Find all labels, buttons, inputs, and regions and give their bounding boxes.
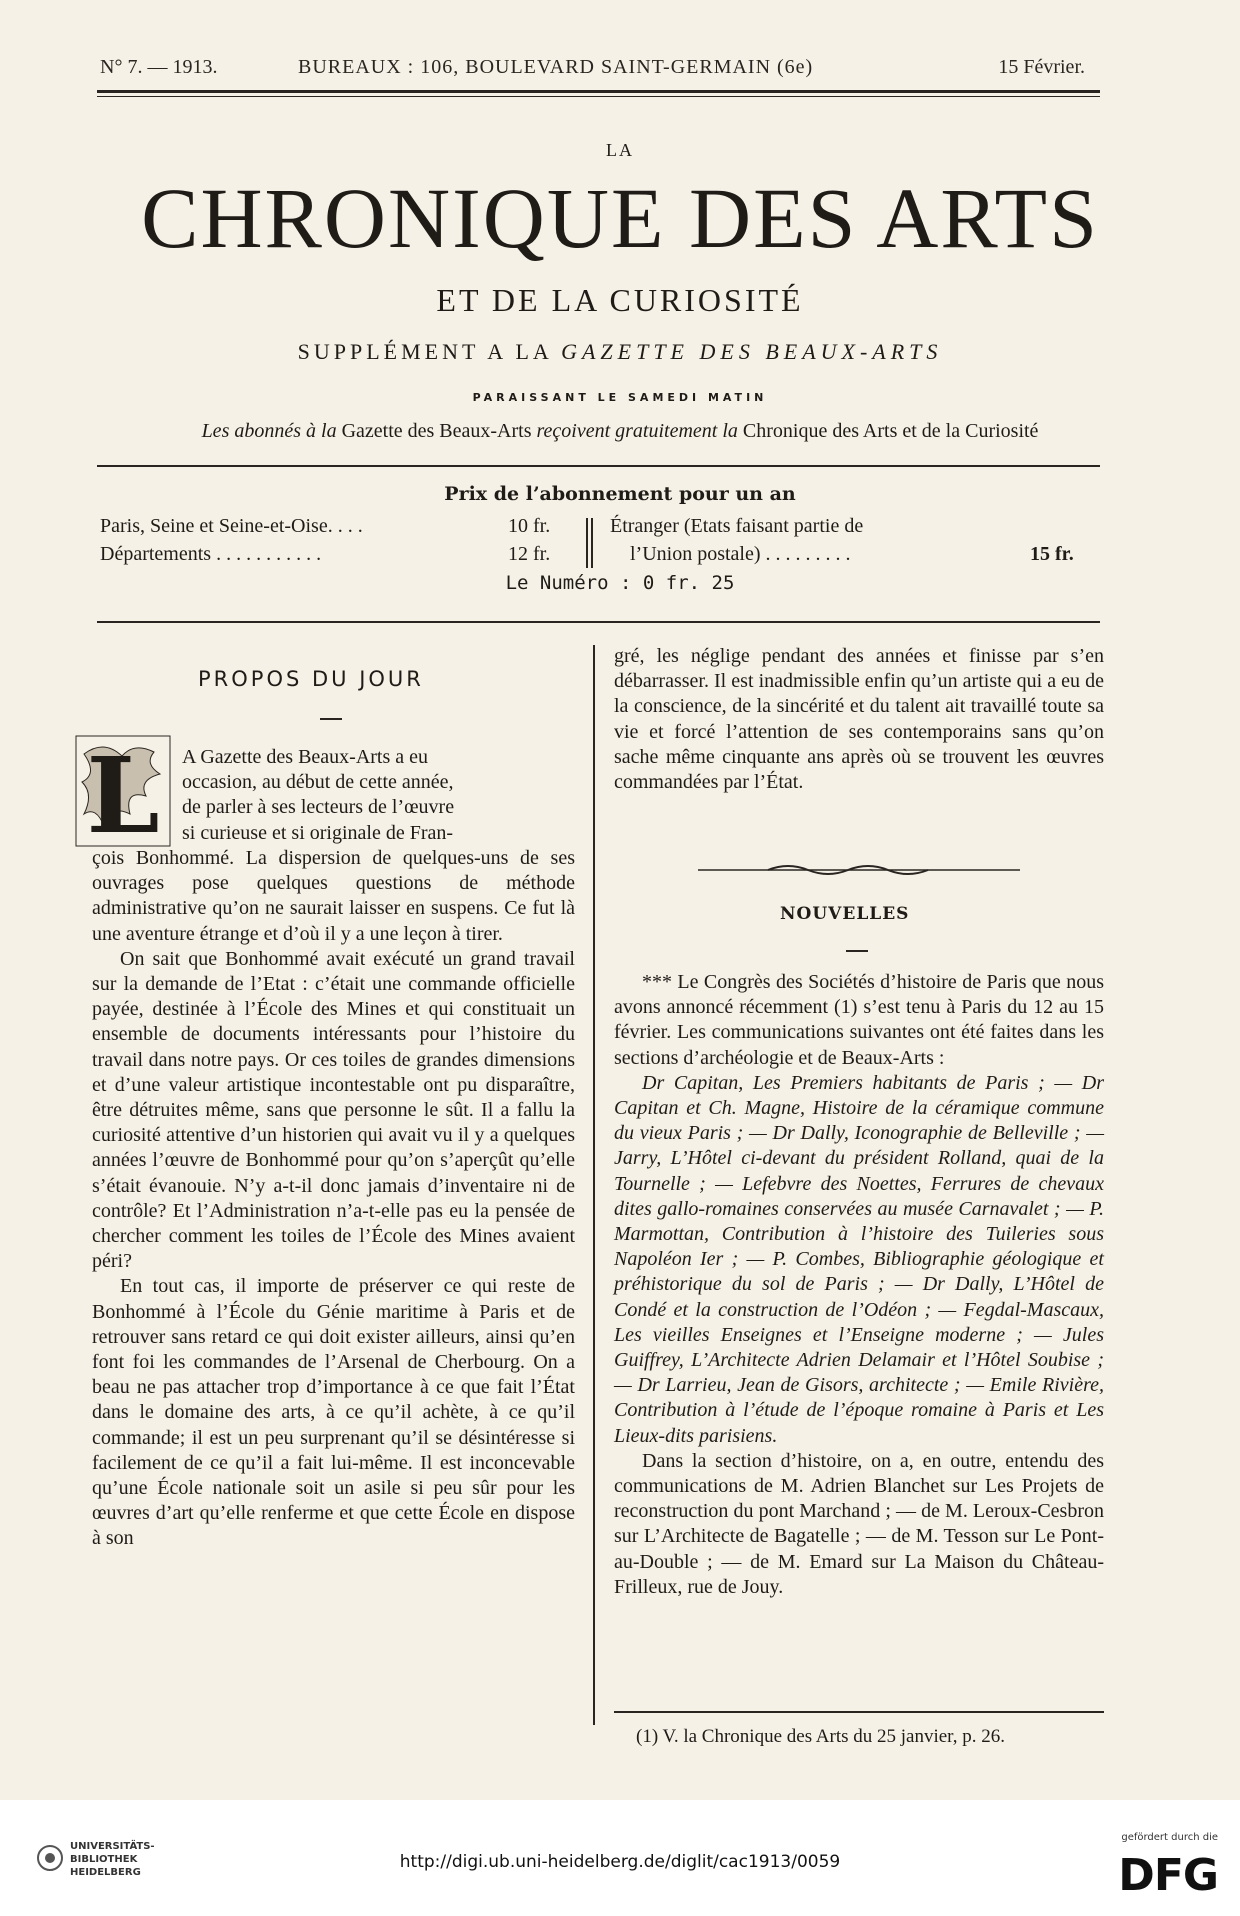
subscribers-note-b: Gazette des Beaux-Arts <box>336 420 537 442</box>
university-line-1: UNIVERSITÄTS- <box>70 1841 155 1852</box>
funding-note: gefördert durch die <box>1121 1832 1218 1843</box>
column-divider <box>593 645 595 1725</box>
subscribers-note-d: Chronique des Arts et de la Curiosité <box>737 420 1039 442</box>
masthead-subtitle: ET DE LA CURIOSITÉ <box>436 282 804 318</box>
price-dept-label: Départements . . . . . . . . . . . <box>100 543 322 565</box>
price-paris-value: 10 fr. <box>508 515 551 537</box>
single-issue-price: Le Numéro : 0 fr. 25 <box>505 572 735 594</box>
propos-heading: PROPOS DU JOUR <box>198 667 424 691</box>
supplement-prefix: SUPPLÉMENT A LA <box>297 339 562 364</box>
propos-line-2: occasion, au début de cette année, <box>182 771 454 794</box>
ornamental-dropcap-l <box>74 734 172 848</box>
subscription-title: Prix de l’abonnement pour un an <box>444 483 796 505</box>
nouvelles-paragraph-2: Dr Capitan, Les Premiers habitants de Paris ; — Dr Capitan et Ch. Magne, Histoire de la céramique commune du vieux Paris ; — Dr Dally, Iconographie de Belleville ; — Jarry, L’Hôtel ci-devant du président Rolland, quai de la Tournelle ; — Lefebvre des Noettes, Ferrures de chevaux dites gallo-romaines conservées au musée Carnavalet ; — P. Marmottan, Contribution à l’histoire des Tuileries sous Napoléon Ier ; — P. Combes, Bibliographie géologique et préhistorique du sol de Paris ; — Dr Dally, L’Hôtel de Condé et la construction de l’Odéon ; — Fegdal-Mascaux, Les vieilles Enseignes et l’Enseigne moderne ; — Jules Guiffrey, L’Architecte Adrien Delamair et l’Hôtel Soubise ; — Dr Larrieu, Jean de Gisors, architecte ; — Emile Rivière, Contribution à l’étude de l’époque romaine à Paris et Les Lieux-dits parisiens. <box>614 1071 1104 1447</box>
subscribers-note-a: Les abonnés à la <box>201 420 337 442</box>
header-rule-thin <box>97 96 1100 97</box>
bureaux-address: BUREAUX : 106, BOULEVARD SAINT-GERMAIN (6e) <box>298 56 814 78</box>
publication-schedule: PARAISSANT LE SAMEDI MATIN <box>472 391 768 404</box>
ornamental-divider <box>698 862 1020 878</box>
library-footer <box>0 1800 1240 1916</box>
propos-paragraph-2: On sait que Bonhommé avait exécuté un grand travail sur la demande de l’Etat : c’était une commande officielle payée, destinée à l’École des Mines et qui constituait un ensemble de documents intéressants pour l’histoire du travail dans notre pays. Or ces toiles de grandes dimensions et d’une valeur artistique incontestable ont pu disparaître, être détruites même, sans que personne le sût. Il a fallu la curiosité attentive d’un historien qui avait vu il y a quelques années l’œuvre de Bonhommé pour qu’on s’aperçût qu’elle s’était évanouie. N’y a-t-il donc jamais d’inventaire ni de contrôle? Et l’Administration n’a-t-elle pas eu la pensée de chercher comment les toiles de l’École des Mines avaient péri? <box>92 947 575 1273</box>
page-header <box>0 56 1240 84</box>
price-divider-b <box>591 518 593 568</box>
footnote-rule <box>614 1711 1104 1713</box>
propos-continuation <box>614 644 1104 795</box>
propos-intro-lines <box>182 745 575 846</box>
price-etranger-line2: l’Union postale) . . . . . . . . . <box>630 543 851 565</box>
nouvelles-heading: NOUVELLES <box>780 904 910 924</box>
propos-dash <box>320 718 342 720</box>
masthead-rule <box>97 465 1100 467</box>
supplement-line <box>0 339 1240 365</box>
header-rule <box>97 90 1100 93</box>
university-line-3: HEIDELBERG <box>70 1867 141 1878</box>
price-etranger-value: 15 fr. <box>1030 543 1074 565</box>
university-line-2: BIBLIOTHEK <box>70 1854 138 1865</box>
masthead-article: LA <box>606 140 634 160</box>
dfg-logo: DFG <box>1118 1850 1218 1901</box>
nouvelles-dash <box>846 950 868 952</box>
propos-line-1: A Gazette des Beaux-Arts a eu <box>182 746 429 768</box>
propos-paragraph-3: En tout cas, il importe de préserver ce qui reste de Bonhommé à l’École du Génie maritime à Paris et de retrouver sans retard ce qui doit exister ailleurs, ainsi qu’en font foi les commandes de l’Arsenal de Cherbourg. On a beau ne pas attacher trop d’importance à ce que fait l’État dans le domaine des arts, à ce qu’il achète, à ce qu’il commande; il est un peu surprenant qu’il se désintéresse si facilement de ce qu’il a fait lui-même. Il est inconcevable qu’une École nationale soit un asile si peu sûr pour les œuvres d’art qu’elle renferme et que cette École en dispose à son <box>92 1275 575 1550</box>
propos-paragraph-4: gré, les néglige pendant des années et finisse par s’en débarrasser. Il est inadmissible enfin qu’un artiste qui a eu de la conscience, de la sincérité et du talent ait travaillé toute sa vie et forcé l’attention de ses contemporains sans qu’on sache même cinquante ans après où se trouvent les œuvres commandées par l’État. <box>614 645 1104 794</box>
price-etranger-line1: Étranger (Etats faisant partie de <box>610 515 864 537</box>
nouvelles-body <box>614 970 1104 1600</box>
propos-body <box>92 846 575 1552</box>
issue-date: 15 Février. <box>998 56 1085 78</box>
subscribers-note-c: reçoivent gratuitement la <box>536 420 738 442</box>
supplement-journal: GAZETTE DES BEAUX-ARTS <box>561 339 943 364</box>
masthead-title: CHRONIQUE DES ARTS <box>141 170 1099 266</box>
propos-paragraph-1: çois Bonhommé. La dispersion de quelques-uns de ses ouvrages pose quelques questions de méthode administrative qu’on ne saurait laisser en suspens. Ce fut là une aventure étrange et d’où il y a une leçon à tirer. <box>92 847 575 945</box>
propos-line-3: de parler à ses lecteurs de l’œuvre <box>182 796 455 819</box>
price-rule <box>97 621 1100 623</box>
price-divider-a <box>586 518 588 568</box>
issue-number: N° 7. — 1913. <box>100 56 218 78</box>
nouvelles-paragraph-3: Dans la section d’histoire, on a, en outre, entendu des communications de M. Adrien Blanchet sur Les Projets de reconstruction du pont Marchand ; — de M. Leroux-Cesbron sur L’Architecte de Bagatelle ; — de M. Tesson sur Le Pont-au-Double ; — de M. Emard sur La Maison du Château-Frilleux, rue de Jouy. <box>614 1449 1104 1598</box>
price-dept-value: 12 fr. <box>508 543 551 565</box>
dropcap-letter: L <box>86 734 160 848</box>
footnote: (1) V. la Chronique des Arts du 25 janvier, p. 26. <box>636 1726 1005 1747</box>
price-paris-label: Paris, Seine et Seine-et-Oise. . . . <box>100 515 363 537</box>
nouvelles-paragraph-1: *** Le Congrès des Sociétés d’histoire de Paris que nous avons annoncé récemment (1) s’est tenu à Paris du 12 au 15 février. Les communications suivantes ont été faites dans les sections d’archéologie et de Beaux-Arts : <box>614 971 1104 1069</box>
propos-line-4: si curieuse et si originale de Fran- <box>182 821 454 844</box>
digital-object-url[interactable]: http://digi.ub.uni-heidelberg.de/diglit/cac1913/0059 <box>399 1852 841 1872</box>
subscribers-note <box>0 420 1240 443</box>
